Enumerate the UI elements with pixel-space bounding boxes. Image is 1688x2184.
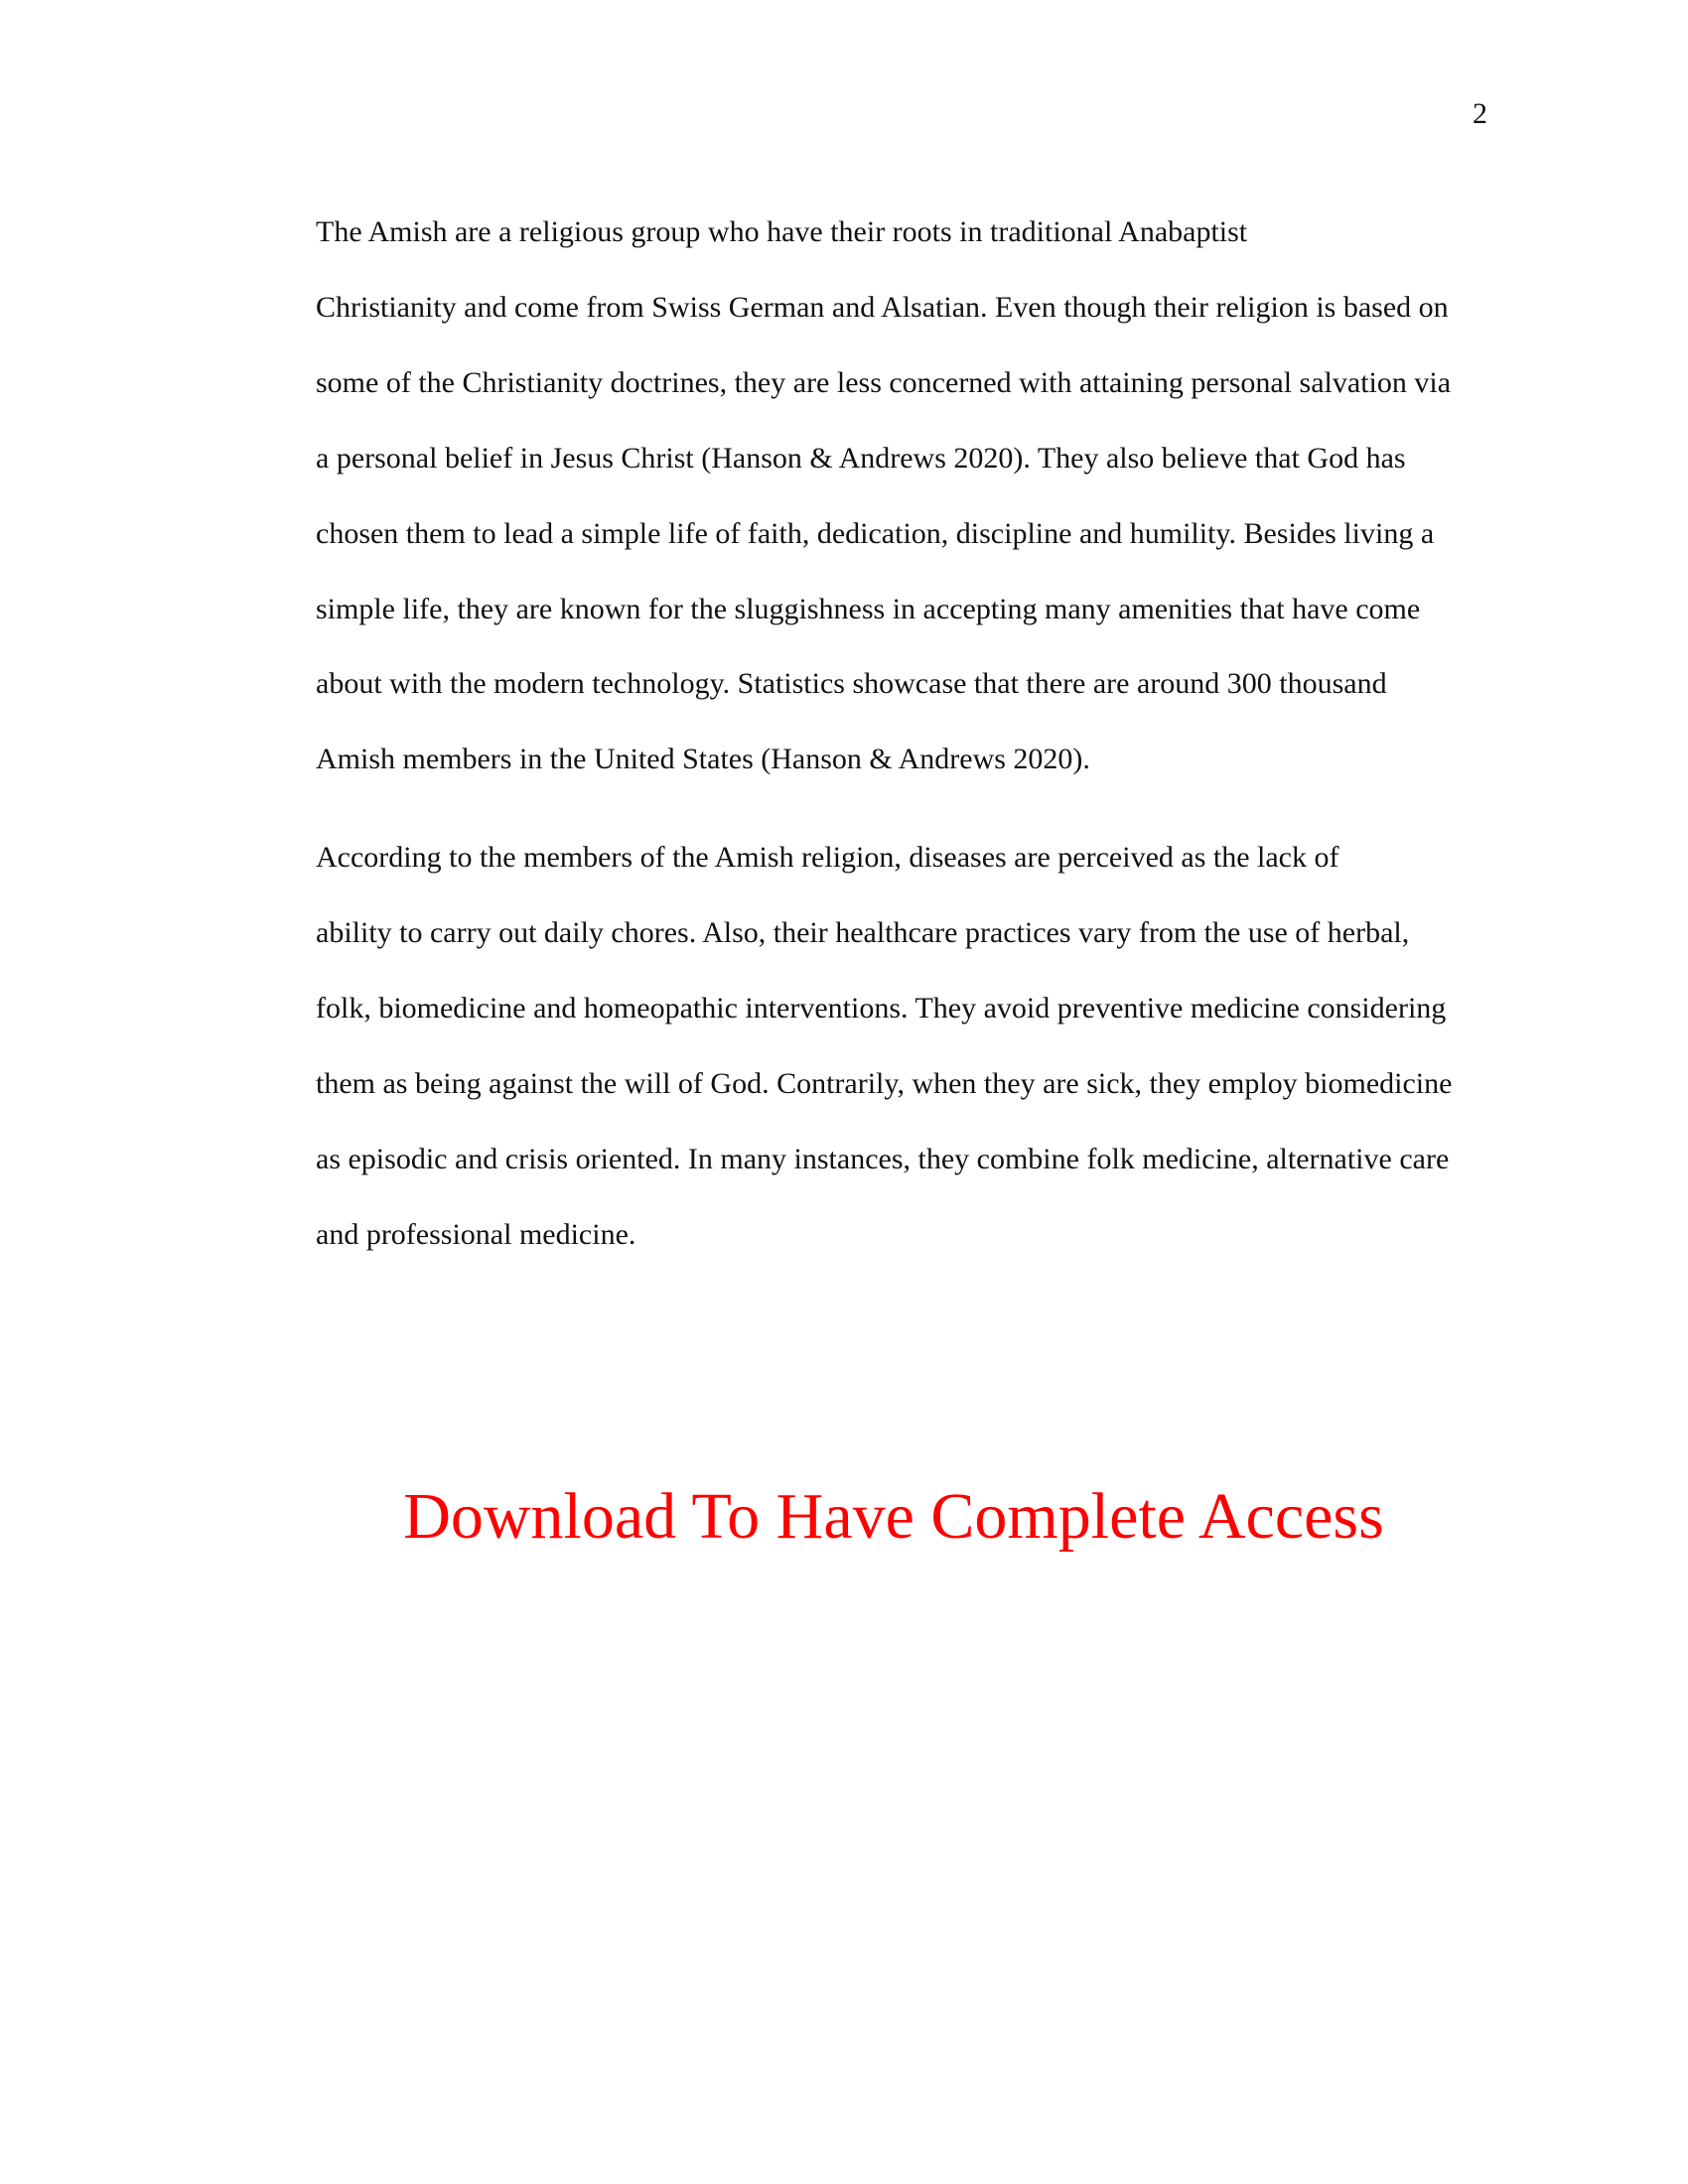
paragraph-line: some of the Christianity doctrines, they are less concerned with attaining personal salvation via [316, 365, 1452, 399]
paragraph-line: ability to carry out daily chores. Also, their healthcare practices vary from the use of herbal, [316, 916, 1410, 950]
body-text [216, 195, 1477, 1273]
page-number: 2 [1473, 97, 1487, 130]
download-access-link[interactable]: Download To Have Complete Access [403, 1480, 1384, 1553]
paragraph-line: simple life, they are known for the sluggishness in accepting many amenities that have come [316, 592, 1421, 625]
paragraph-line: Christianity and come from Swiss German and Alsatian. Even though their religion is based on [316, 290, 1449, 324]
paragraph-line: them as being against the will of God. Contrarily, when they are sick, they employ biomedicine [316, 1066, 1453, 1100]
paragraph-line: folk, biomedicine and homeopathic interventions. They avoid preventive medicine considering [316, 992, 1447, 1025]
paragraph-line: chosen them to lead a simple life of faith, dedication, discipline and humility. Besides living a [316, 516, 1435, 550]
paragraph-line: as episodic and crisis oriented. In many instances, they combine folk medicine, alternative care [316, 1142, 1450, 1175]
paragraph-line: Amish members in the United States (Hanson & Andrews 2020). [316, 743, 1090, 776]
paragraph-line: a personal belief in Jesus Christ (Hanson & Andrews 2020). They also believe that God has [316, 441, 1406, 475]
paragraph-amish-roots [216, 195, 1477, 797]
paragraph-line: The Amish are a religious group who have their roots in traditional Anabaptist [316, 215, 1248, 248]
paragraph-line: and professional medicine. [316, 1217, 636, 1251]
paragraph-line: about with the modern technology. Statistics showcase that there are around 300 thousand [316, 667, 1387, 701]
paragraph-line: According to the members of the Amish religion, diseases are perceived as the lack of [316, 841, 1339, 875]
paragraph-health-beliefs [216, 820, 1477, 1272]
